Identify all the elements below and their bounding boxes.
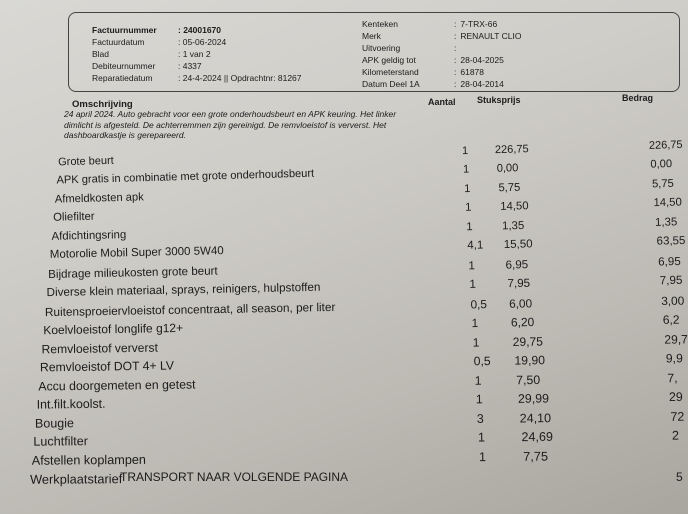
- line-unit-price: 15,50: [503, 238, 533, 252]
- line-description: Werkplaatstarief: [29, 471, 123, 488]
- line-unit-price: 24,10: [519, 411, 552, 426]
- line-quantity: 1: [474, 373, 482, 388]
- line-quantity: 0,5: [470, 297, 488, 312]
- line-description: Afdichtingsring: [51, 229, 127, 243]
- version-row: Uitvoering :: [362, 43, 457, 53]
- line-quantity: 4,1: [467, 239, 484, 253]
- unit-price-heading: Stuksprijs: [477, 95, 521, 105]
- line-quantity: 1: [477, 430, 486, 445]
- line-amount: 5,75: [651, 177, 674, 191]
- line-unit-price: 7,50: [516, 372, 541, 388]
- line-unit-price: 1,35: [501, 219, 525, 233]
- invoice-number-row: Factuurnummer : 24001670: [92, 25, 222, 35]
- line-quantity: 1: [471, 316, 479, 331]
- invoice-date-row: Factuurdatum : 05-06-2024: [92, 37, 227, 47]
- invoice-line: [0, 448, 685, 468]
- line-description: Ruitensproeiervloeistof concentraat, all season, per liter: [44, 299, 336, 320]
- line-amount: 3,00: [661, 293, 685, 308]
- line-unit-price: 24,69: [521, 430, 554, 445]
- line-unit-price: 19,90: [514, 353, 546, 369]
- line-description: APK gratis in combinatie met grote onderhoudsbeurt: [56, 168, 315, 187]
- line-unit-price: 7,75: [523, 449, 549, 464]
- page-row: Blad : 1 van 2: [92, 49, 211, 59]
- line-amount: 14,50: [653, 196, 682, 210]
- line-amount: 2: [671, 429, 680, 444]
- line-description: Luchtfilter: [33, 434, 89, 450]
- brand-row: Merk : RENAULT CLIO: [362, 31, 522, 41]
- quantity-heading: Aantal: [428, 97, 456, 107]
- line-unit-price: 7,95: [507, 277, 531, 291]
- line-unit-price: 0,00: [496, 162, 519, 176]
- line-amount: 0,00: [650, 158, 673, 172]
- line-quantity: 1: [478, 449, 487, 464]
- header-right-block: [362, 18, 521, 90]
- line-unit-price: 14,50: [500, 200, 529, 214]
- line-quantity: 1: [462, 163, 470, 177]
- line-quantity: 3: [476, 411, 484, 426]
- work-description: 24 april 2024. Auto gebracht voor een grote onderhoudsbeurt en APK keuring. Het linker dimlicht is afgesteld. De achterremmen zijn gereinigd. De remvloeistof is ververst. Het dashboardkastje is gerepareerd.: [64, 109, 397, 140]
- line-amount: 6,95: [658, 254, 681, 269]
- line-amount: 29: [668, 390, 683, 405]
- line-description: Afmeldkosten apk: [54, 191, 144, 206]
- line-amount: 7,95: [659, 274, 683, 288]
- line-unit-price: 226,75: [494, 143, 529, 157]
- line-amount: 6,2: [662, 313, 680, 328]
- line-unit-price: 5,75: [498, 181, 521, 195]
- line-description: Remvloeistof DOT 4+ LV: [39, 358, 175, 375]
- line-amount: 226,75: [648, 138, 683, 152]
- line-quantity: 1: [468, 259, 475, 273]
- line-description: Diverse klein materiaal, sprays, reinigers, hulpstoffen: [46, 281, 321, 300]
- line-unit-price: 6,00: [509, 296, 533, 311]
- line-quantity: 1: [469, 278, 477, 292]
- apk-valid-row: APK geldig tot : 28-04-2025: [362, 55, 504, 65]
- transport-amount: 5: [676, 470, 683, 484]
- invoice-line: [0, 429, 685, 450]
- amount-heading: Bedrag: [622, 93, 654, 103]
- line-description: Koelvloeistof longlife g12+: [43, 321, 184, 338]
- debtor-number-row: Debiteurnummer : 4337: [92, 61, 202, 71]
- line-unit-price: 6,20: [510, 315, 535, 330]
- line-description: Int.filt.koolst.: [36, 397, 106, 412]
- description-heading: Omschrijving: [72, 99, 133, 110]
- line-quantity: 1: [472, 335, 480, 350]
- line-description: Motorolie Mobil Super 3000 5W40: [49, 245, 224, 262]
- line-description: Afstellen koplampen: [31, 452, 147, 468]
- line-unit-price: 29,99: [517, 391, 550, 407]
- license-plate-row: Kenteken : 7-TRX-66: [362, 19, 498, 29]
- line-description: Remvloeistof ververst: [41, 340, 158, 357]
- line-description: Bijdrage milieukosten grote beurt: [48, 264, 218, 281]
- line-unit-price: 29,75: [512, 334, 544, 349]
- line-quantity: 1: [466, 221, 473, 234]
- repair-date-row: Reparatiedatum : 24-4-2024 || Opdrachtnr: 81267: [92, 73, 302, 83]
- line-amount: 1,35: [654, 216, 678, 229]
- line-description: Oliefilter: [53, 211, 95, 225]
- transport-note: TRANSPORT NAAR VOLGENDE PAGINA: [120, 470, 349, 484]
- line-amount: 29,7: [664, 332, 688, 347]
- line-amount: 72: [670, 409, 685, 424]
- line-amount: 7,: [667, 371, 678, 386]
- header-left-block: [92, 24, 302, 84]
- line-amount: 9,9: [665, 351, 683, 366]
- line-quantity: 1: [461, 144, 469, 158]
- line-description: Grote beurt: [57, 154, 114, 169]
- line-quantity: 0,5: [473, 354, 491, 369]
- line-unit-price: 6,95: [505, 258, 529, 272]
- line-quantity: 1: [463, 183, 471, 196]
- date-part-1a-row: Datum Deel 1A : 28-04-2014: [362, 79, 504, 89]
- line-description: Accu doorgemeten en getest: [38, 377, 196, 394]
- line-quantity: 1: [475, 392, 483, 407]
- line-quantity: 1: [465, 202, 472, 215]
- mileage-row: Kilometerstand : 61878: [362, 67, 485, 77]
- line-description: Bougie: [34, 416, 75, 431]
- line-amount: 63,55: [656, 235, 686, 249]
